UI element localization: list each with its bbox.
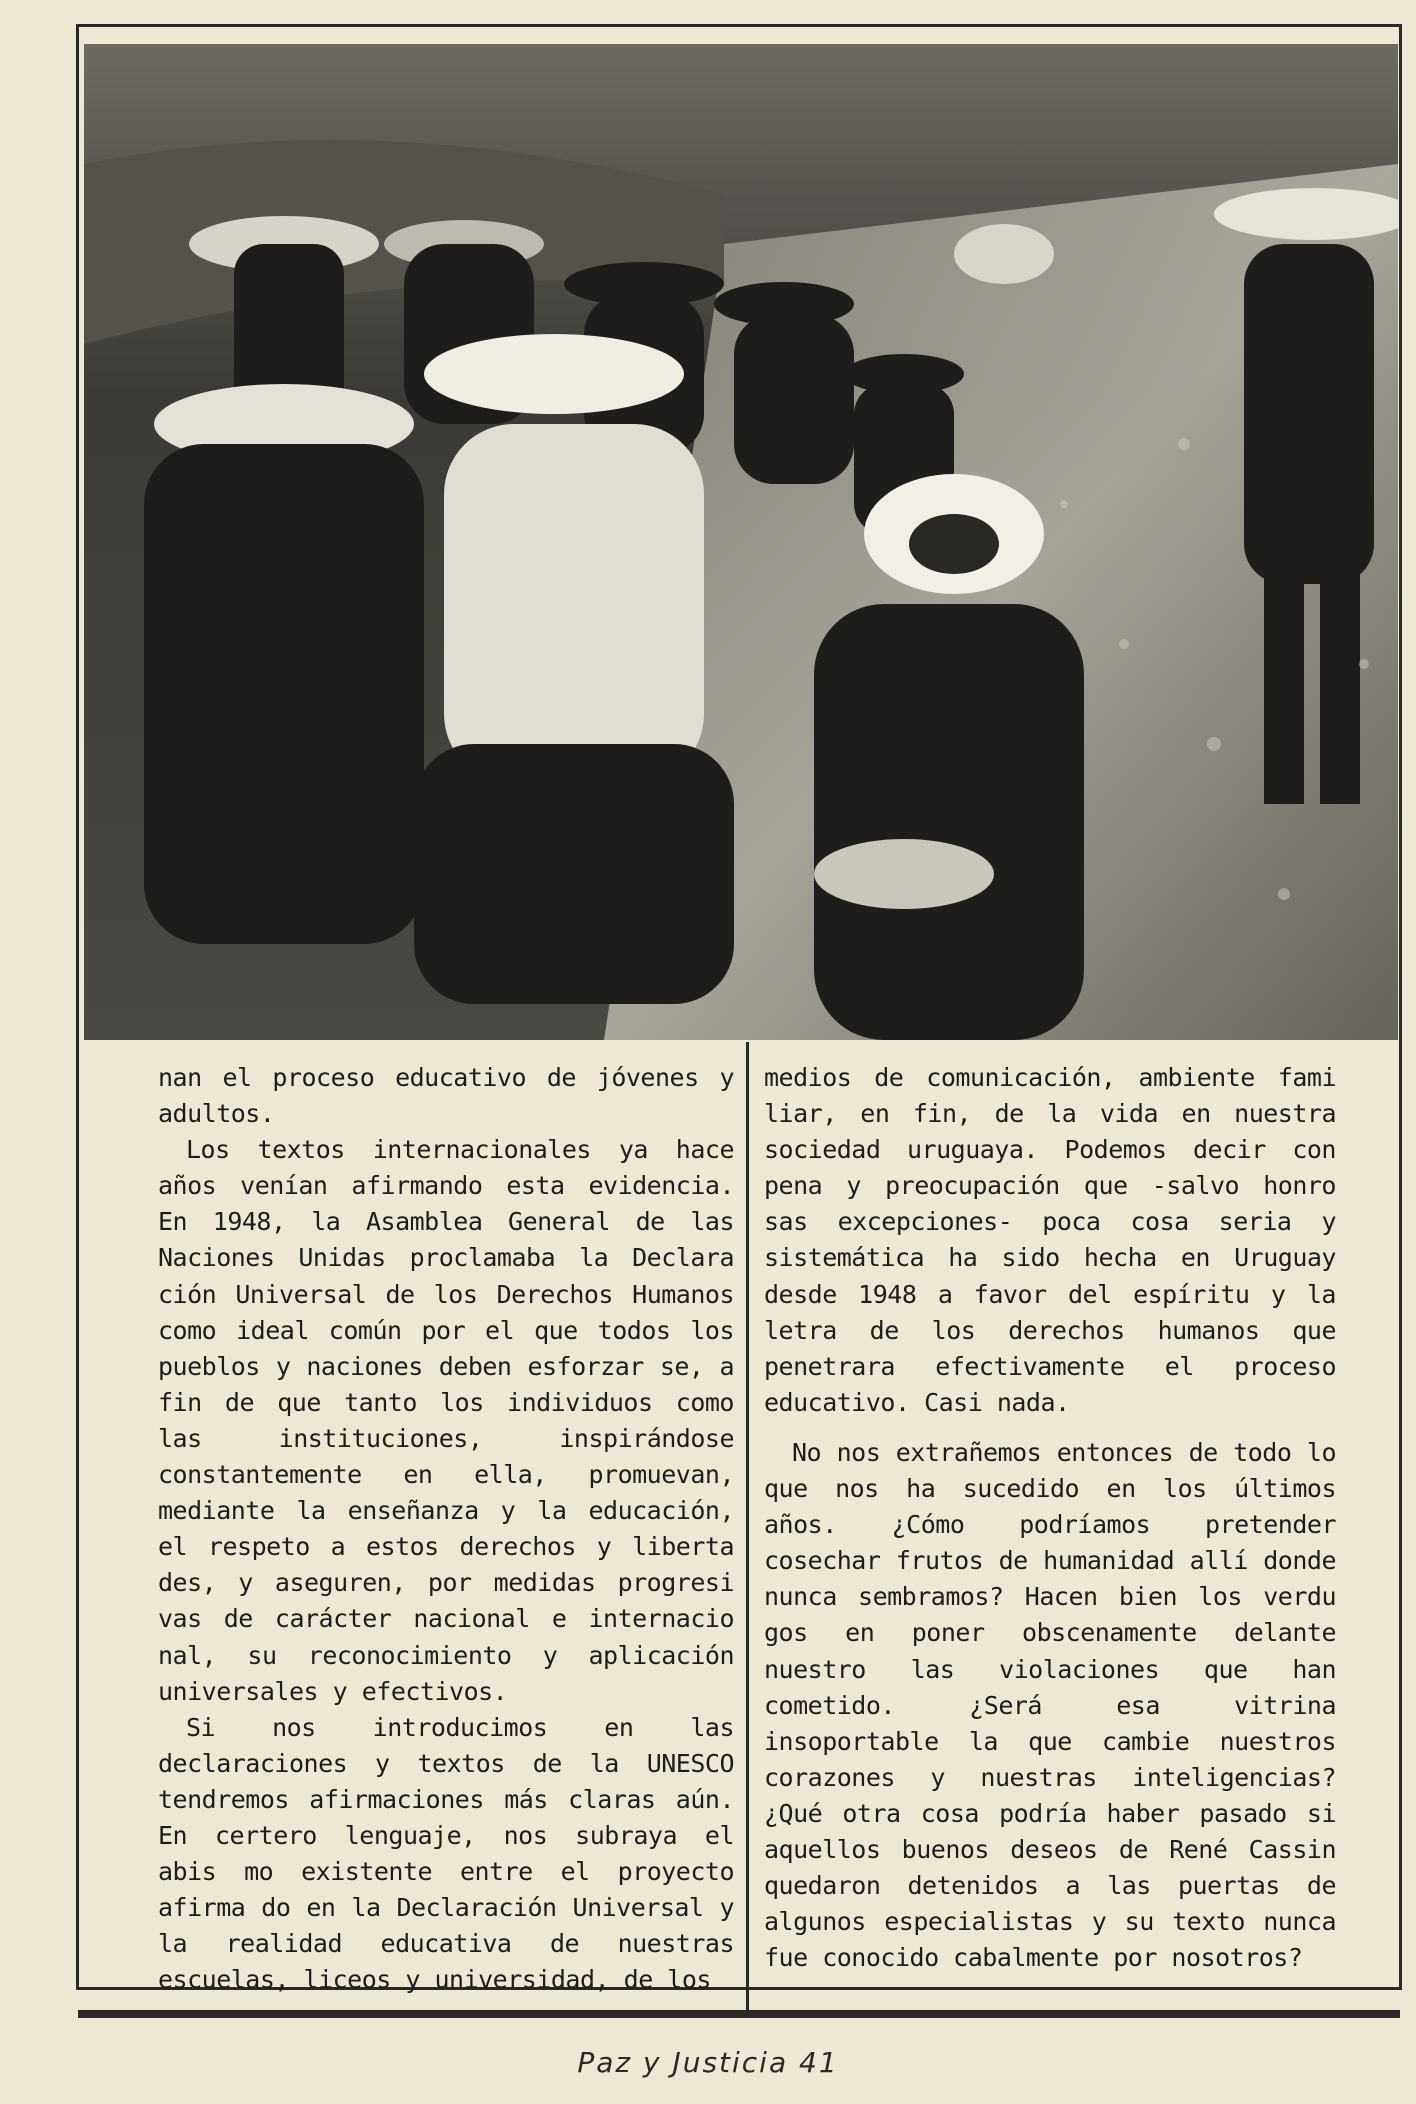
photograph [84,44,1398,1040]
left-paragraph-2: Los textos internacionales ya hace años venían afirmando esta evidencia. En 1948, la Asamblea General de las Naciones Unidas proclamaba la Declara ción Universal de los Derechos Humanos como ideal común por el que todos los pueblos y naciones deben esforzar se, a fin de que tanto los individuos como las instituciones, inspirándose constantemente en ella, promuevan, mediante la enseñanza y la educación, el respeto a estos derechos y liberta des, y aseguren, por medidas progresi vas de carácter nacional e internacio nal, su reconocimiento y aplicación universales y efectivos. [158,1135,734,1706]
left-paragraph-1: nan el proceso educativo de jóvenes y adultos. [158,1063,734,1129]
right-column [764,1060,1336,1976]
photo-icon [84,44,1398,1040]
column-divider [746,1042,749,2018]
page-footer: Paz y Justicia 41 [577,2046,839,2079]
right-paragraph-1: medios de comunicación, ambiente fami liar, en fin, de la vida en nuestra sociedad uruguaya. Podemos decir con pena y preocupación que -salvo honro sas excepciones- poca cosa seria y sistemática ha sido hecha en Uruguay desde 1948 a favor del espíritu y la letra de los derechos humanos que penetrara efectivamente el proceso educativo. Casi nada. [764,1063,1336,1417]
left-paragraph-3: Si nos introducimos en las declaraciones y textos de la UNESCO tendremos afirmaciones más claras aún. En certero lenguaje, nos subraya el abis mo existente entre el proyecto afirma do en la Declaración Universal y la realidad educativa de nuestras escuelas, liceos y universidad, de los [158,1712,734,1995]
right-paragraph-2: No nos extrañemos entonces de todo lo que nos ha sucedido en los últimos años. ¿Cómo podríamos pretender cosechar frutos de humanidad allí donde nunca sembramos? Hacen bien los verdu gos en poner obscenamente delante nuestro las violaciones que han cometido. ¿Será esa vitrina insoportable la que cambie nuestros corazones y nuestras inteligencias? ¿Qué otra cosa podría haber pasado si aquellos buenos deseos de René Cassin quedaron detenidos a las puertas de algunos especialistas y su texto nunca fue conocido cabalmente por nosotros? [764,1437,1336,1973]
bottom-rule [78,2010,1400,2018]
left-column [158,1060,734,1998]
